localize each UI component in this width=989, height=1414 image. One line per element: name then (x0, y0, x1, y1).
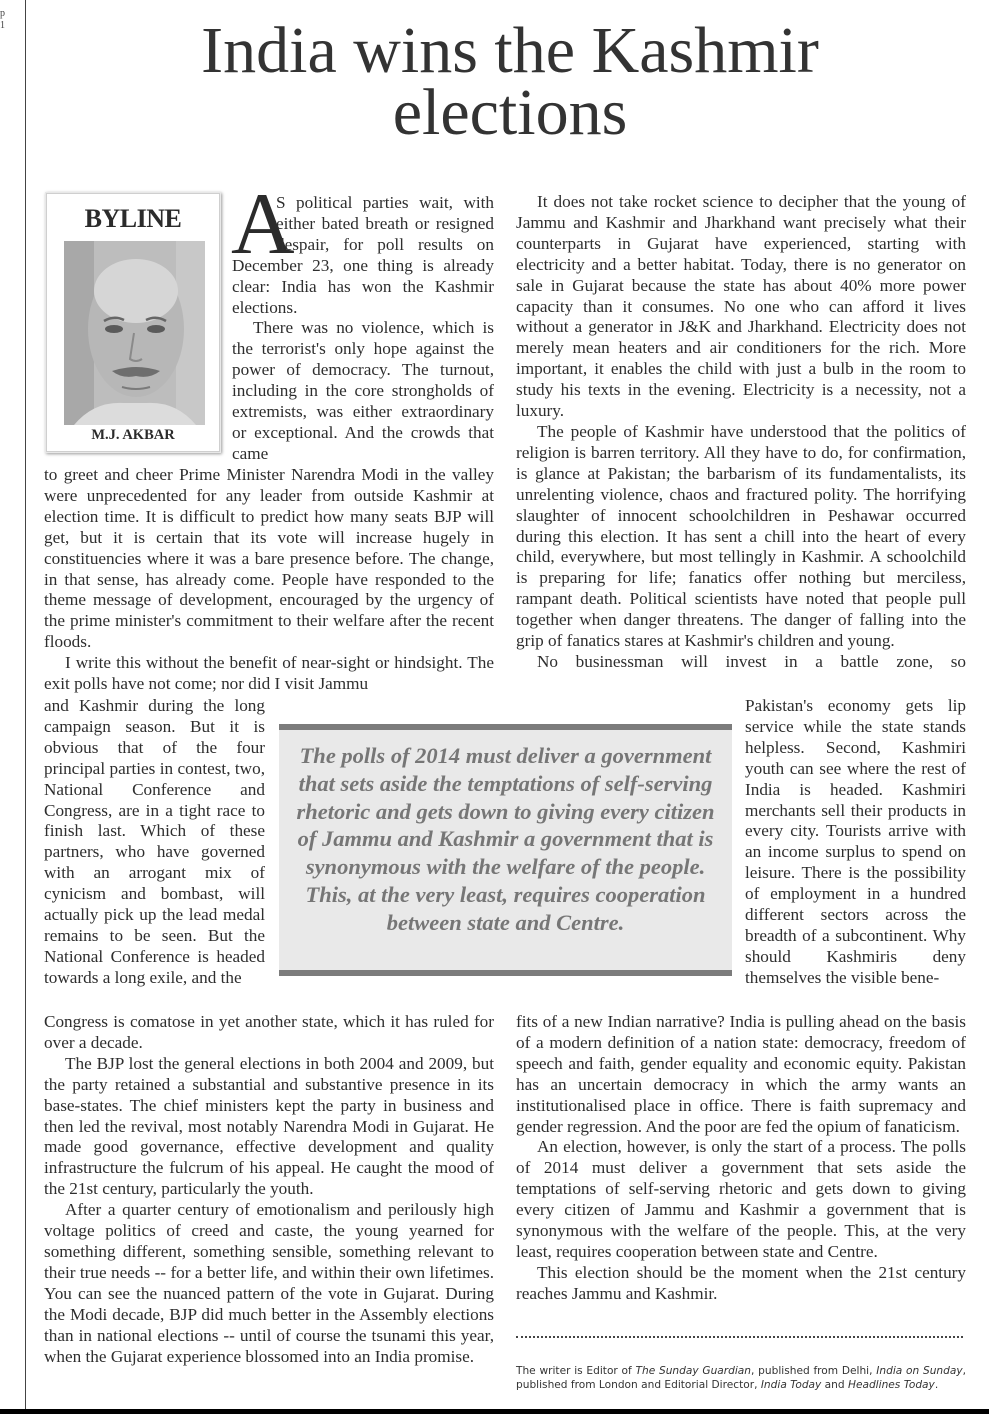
paragraph: Congress is comatose in yet another state, which it has ruled for over a decade. (44, 1012, 494, 1052)
margin-mark: p (0, 8, 5, 19)
lead-text: S political parties wait, with either bated breath or resigned despair, for poll results on December 23, one thing is already clear: India has won the Kashmir elections. (232, 193, 494, 317)
footnote-text: , published from London and Editorial Director, (516, 1365, 966, 1392)
paragraph: and Kashmir during the long campaign season. But it is obvious that of the four principal parties in contest, two, National Conference and Congress, are in a tight race to finish last. Which of these partners, who have governed with an arrogant mix of cynicism and bombast, will actually pick up the lead medal remains to be seen. But the National Conference is headed towards a long exile, and the (44, 696, 265, 987)
left-column-body-1 (44, 465, 494, 695)
paragraph: It does not take rocket science to decipher that the young of Jammu and Kashmir and Jharkhand want precisely what their counterparts in Gujarat have experienced, starting with electricity and a better habitat. Today, there is no generator on sale in Gujarat because the state has about 40% more power capacity than it consumes. No one who can afford it lives without a generator in J&K and Jharkhand. Electricity does not merely mean heaters and air conditioners for the rich. More important, it enables the child with just a bulb in the room to study his texts in the evening. Electricity is a necessity, not a luxury. (516, 192, 966, 421)
paragraph: The BJP lost the general elections in both 2004 and 2009, but the party retained a substantial and substantive presence in its base-states. The chief ministers kept the party in business and then led the revival, most notably Narendra Modi in Gujarat. He made good governance, effective development and quality infrastructure the fulcrum of his appeal. He caught the mood of the 21st century, particularly the youth. (44, 1053, 494, 1199)
page-bottom-border (0, 1409, 989, 1414)
footnote-text: The writer is Editor of (516, 1365, 636, 1377)
author-portrait-icon (64, 241, 205, 425)
paragraph: to greet and cheer Prime Minister Narendra Modi in the valley were unprecedented for any leader from outside Kashmir at election time. It is difficult to predict how many seats BJP will get, but it is certain that its vote will increase hugely in constituencies where it was a bare presence before. The change, in that sense, has already come. People have responded to the theme message of development, encouraged by the urgency of the prime minister's commitment to their welfare after the recent floods. (44, 465, 494, 652)
author-name: M.J. AKBAR (91, 427, 175, 443)
right-column-body-2 (516, 1012, 966, 1305)
paragraph: This election should be the moment when the 21st century reaches Jammu and Kashmir. (516, 1262, 966, 1303)
author-photo (64, 241, 205, 425)
left-column-intro (232, 193, 494, 465)
dotted-divider (516, 1336, 963, 1338)
footnote-text: . (934, 1379, 939, 1392)
publication-name: The Sunday Guardian (635, 1365, 752, 1377)
publication-name: Headlines Today (847, 1379, 935, 1392)
paragraph: Pakistan's economy gets lip service while the state stands helpless. Second, Kashmiri youth can see where the rest of India is headed. Kashmiri merchants sell their products in every city. Tourists arrive with an income surplus to spend on leisure. There is the possibility of employment in a hundred different sectors across the breadth of a subcontinent. Why should Kashmiris deny themselves the visible bene- (745, 696, 966, 987)
pull-quote-box (279, 724, 732, 976)
pull-quote-text: The polls of 2014 must deliver a government that sets aside the temptations of self-serving rhetoric and gets down to giving every citizen of Jammu and Kashmir a government that is synonymous with the welfare of the people. This, at the very least, requires cooperation between state and Centre. (296, 743, 715, 935)
right-column-narrow (745, 696, 966, 989)
byline-label: BYLINE (84, 204, 182, 233)
article-headline: India wins the Kashmir elections (201, 14, 819, 149)
paragraph: There was no violence, which is the terrorist's only hope against the power of democracy. The turnout, including in the core strongholds of extremists, was either extraordinary or exceptional. And the crowds that came (232, 318, 494, 463)
left-column-narrow (44, 696, 265, 989)
paragraph: After a quarter century of emotionalism and perilously high voltage politics of creed and caste, the young yearned for something different, something sensible, something relevant to their true needs -- for a better life, and within their own lifetimes. You can see the nuanced pattern of the vote in Gujarat. During the Modi decade, BJP did much better in the Assembly elections than in national elections -- until of course the tsunami this year, when the Gujarat experience blossomed into an India promise. (44, 1200, 494, 1366)
publication-name: India on Sunday (876, 1365, 963, 1377)
left-column-body-2 (44, 1012, 494, 1367)
margin-marks (0, 8, 8, 32)
footnote-text: , published from Delhi, (751, 1365, 877, 1377)
footnote-text: and (821, 1379, 848, 1392)
byline-box (46, 193, 220, 452)
paragraph: An election, however, is only the start of a process. The polls of 2014 must deliver a government that sets aside the temptations of self-serving rhetoric and gets down to giving every citizen of Jammu and Kashmir a government that is synonymous with the welfare of the people. This, at the very least, requires cooperation between state and Centre. (516, 1137, 966, 1261)
drop-cap: A (231, 176, 295, 273)
paragraph: No businessman will invest in a battle zone, so (537, 651, 966, 671)
publication-name: India Today (760, 1379, 822, 1392)
paragraph: fits of a new Indian narrative? India is pulling ahead on the basis of a modern definition of a nation state: democracy, freedom of speech and faith, gender equality and economic equity. Pakistan has an uncertain democracy in which the army wants an institutionalised place in office. There is faith supremacy and gender regression. And the poor are fed the opium of fanaticism. (516, 1012, 966, 1136)
paragraph-lead (232, 193, 494, 318)
margin-mark: 1 (0, 20, 5, 31)
author-footnote (516, 1364, 966, 1393)
right-column-body-1 (516, 192, 966, 673)
paragraph: I write this without the benefit of near-sight or hindsight. The exit polls have not come; nor did I visit Jammu (44, 653, 494, 694)
paragraph: The people of Kashmir have understood that the politics of religion is barren territory. All they have to do, for confirmation, is glance at Pakistan; the barbarism of its fundamentalists, its unrelenting violence, chaos and fractured polity. The horrifying slaughter of innocent schoolchildren in Peshawar occurred during this election. It has sent a chill into the heart of every child, everywhere, but most tellingly in Kashmir. A schoolchild is preparing for life; fanatics offer nothing but merciless, rampant death. Political scientists have noted that people pull together when danger threatens. The danger of falling into the grip of fanatics stares at Kashmir's children and young. (516, 421, 966, 651)
page-gutter-line (25, 0, 26, 1414)
